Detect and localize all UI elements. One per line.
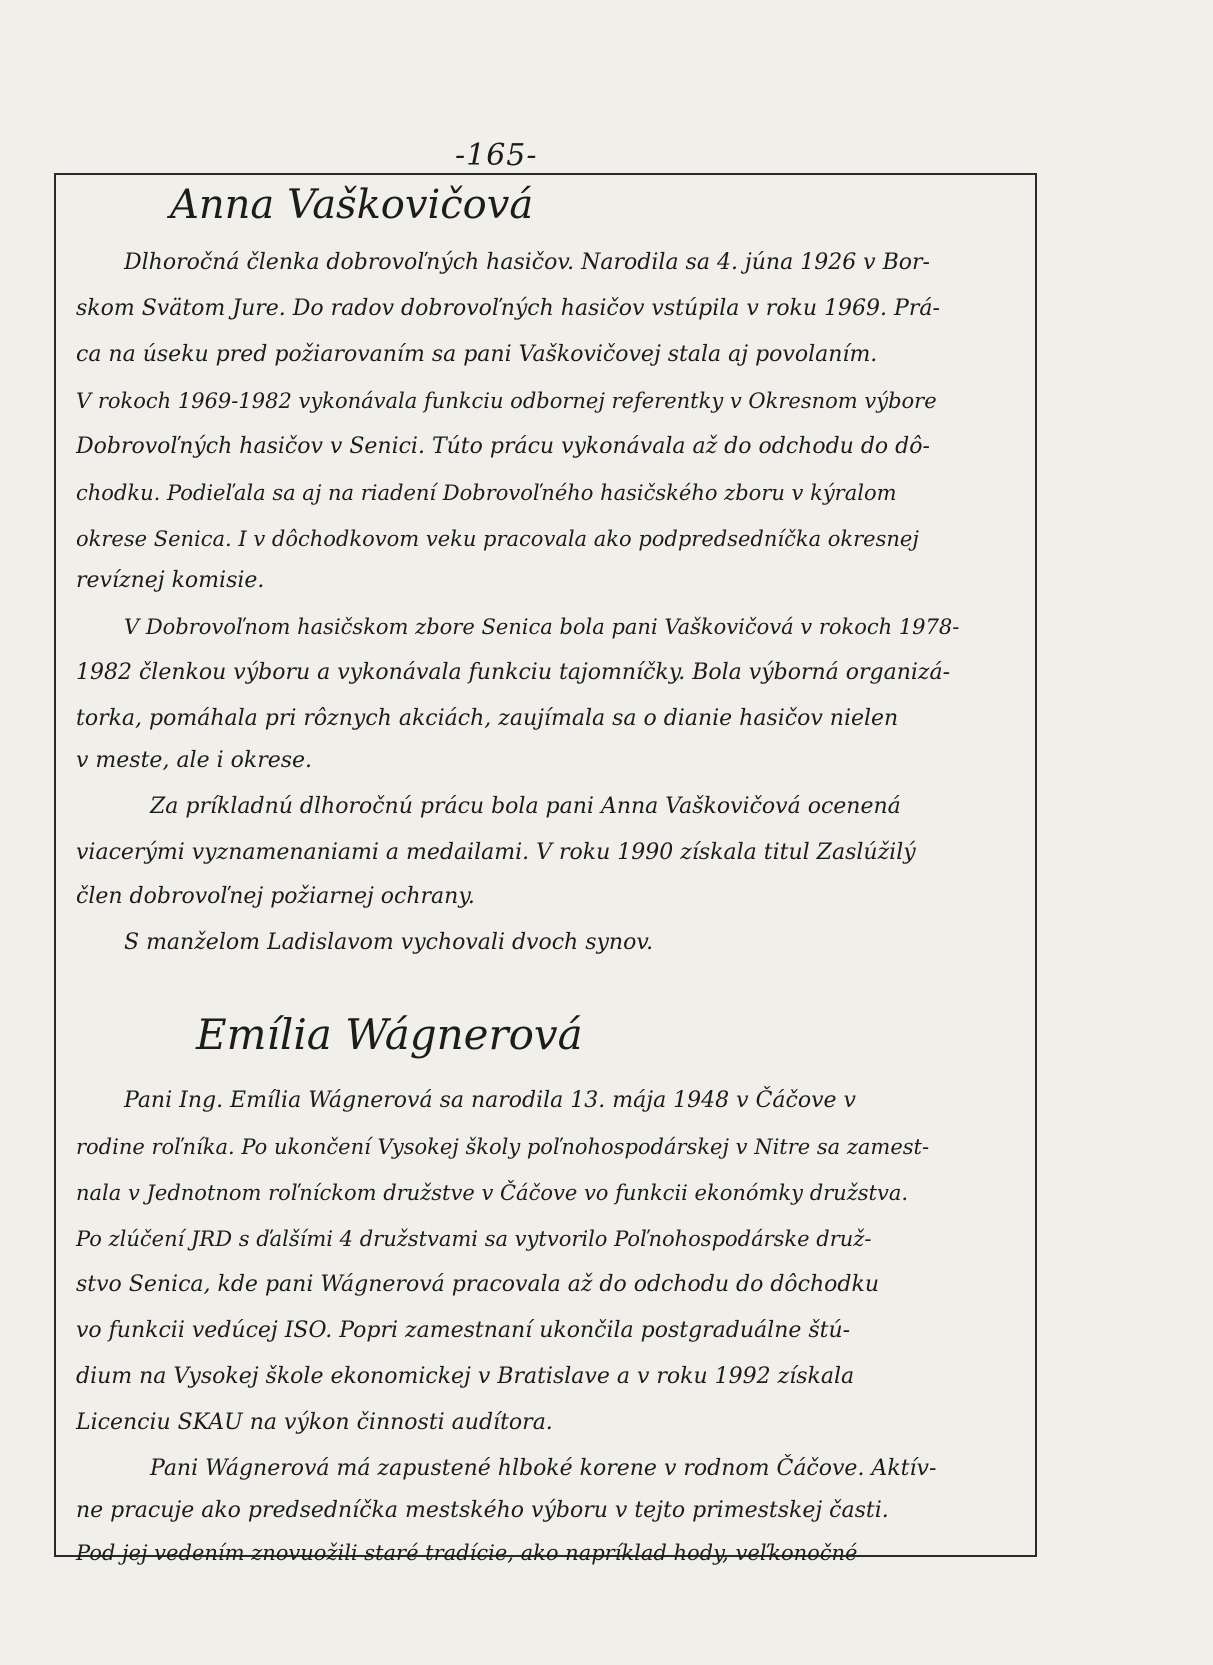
section-name-vaskovicova: Anna Vaškovičová <box>170 182 534 228</box>
text-line: V Dobrovoľnom hasičskom zbore Senica bola pani Vaškovičová v rokoch 1978- <box>124 615 960 639</box>
text-line: chodku. Podieľala sa aj na riadení Dobrovoľného hasičského zboru v kýralom <box>76 481 897 505</box>
text-line: torka, pomáhala pri rôznych akciách, zaujímala sa o dianie hasičov nielen <box>76 706 899 731</box>
text-line: nala v Jednotnom roľníckom družstve v Čáčove vo funkcii ekonómky družstva. <box>76 1181 909 1205</box>
text-line: v meste, ale i okrese. <box>76 748 313 773</box>
text-line: S manželom Ladislavom vychovali dvoch synov. <box>124 930 654 955</box>
text-line: člen dobrovoľnej požiarnej ochrany. <box>76 884 475 909</box>
text-line: ca na úseku pred požiarovaním sa pani Vaškovičovej stala aj povolaním. <box>76 342 878 367</box>
text-line: stvo Senica, kde pani Wágnerová pracovala až do odchodu do dôchodku <box>76 1272 879 1297</box>
text-line: Pod jej vedením znovuožili staré tradície, ako napríklad hody, veľkonočné <box>76 1541 858 1565</box>
text-line: Pani Wágnerová má zapustené hlboké korene v rodnom Čáčove. Aktív- <box>150 1456 937 1481</box>
text-line: 1982 členkou výboru a vykonávala funkciu tajomníčky. Bola výborná organizá- <box>76 660 951 685</box>
page-number: -165- <box>455 138 538 173</box>
text-line: okrese Senica. I v dôchodkovom veku pracovala ako podpredsedníčka okresnej <box>76 527 919 551</box>
text-line: Pani Ing. Emília Wágnerová sa narodila 13. mája 1948 v Čáčove v <box>124 1088 856 1113</box>
text-line: Za príkladnú dlhoročnú prácu bola pani Anna Vaškovičová ocenená <box>150 794 901 819</box>
text-line: Dlhoročná členka dobrovoľných hasičov. Narodila sa 4. júna 1926 v Bor- <box>124 250 930 275</box>
text-line: V rokoch 1969-1982 vykonávala funkciu odbornej referentky v Okresnom výbore <box>76 389 937 413</box>
section-name-wagnerova: Emília Wágnerová <box>196 1010 583 1059</box>
text-line: rodine roľníka. Po ukončení Vysokej školy poľnohospodárskej v Nitre sa zamest- <box>76 1135 930 1159</box>
text-line: ne pracuje ako predsedníčka mestského výboru v tejto primestskej časti. <box>76 1498 889 1523</box>
text-line: skom Svätom Jure. Do radov dobrovoľných hasičov vstúpila v roku 1969. Prá- <box>76 296 940 321</box>
text-line: Licenciu SKAU na výkon činnosti audítora. <box>76 1410 553 1435</box>
text-line: Dobrovoľných hasičov v Senici. Túto prácu vykonávala až do odchodu do dô- <box>76 434 930 459</box>
text-line: Po zlúčení JRD s ďalšími 4 družstvami sa vytvorilo Poľnohospodárske druž- <box>76 1227 872 1251</box>
text-line: vo funkcii vedúcej ISO. Popri zamestnaní ukončila postgraduálne štú- <box>76 1318 851 1343</box>
text-line: dium na Vysokej škole ekonomickej v Bratislave a v roku 1992 získala <box>76 1364 855 1389</box>
text-line: viacerými vyznamenaniami a medailami. V roku 1990 získala titul Zaslúžilý <box>76 840 916 865</box>
text-line: revíznej komisie. <box>76 568 265 593</box>
